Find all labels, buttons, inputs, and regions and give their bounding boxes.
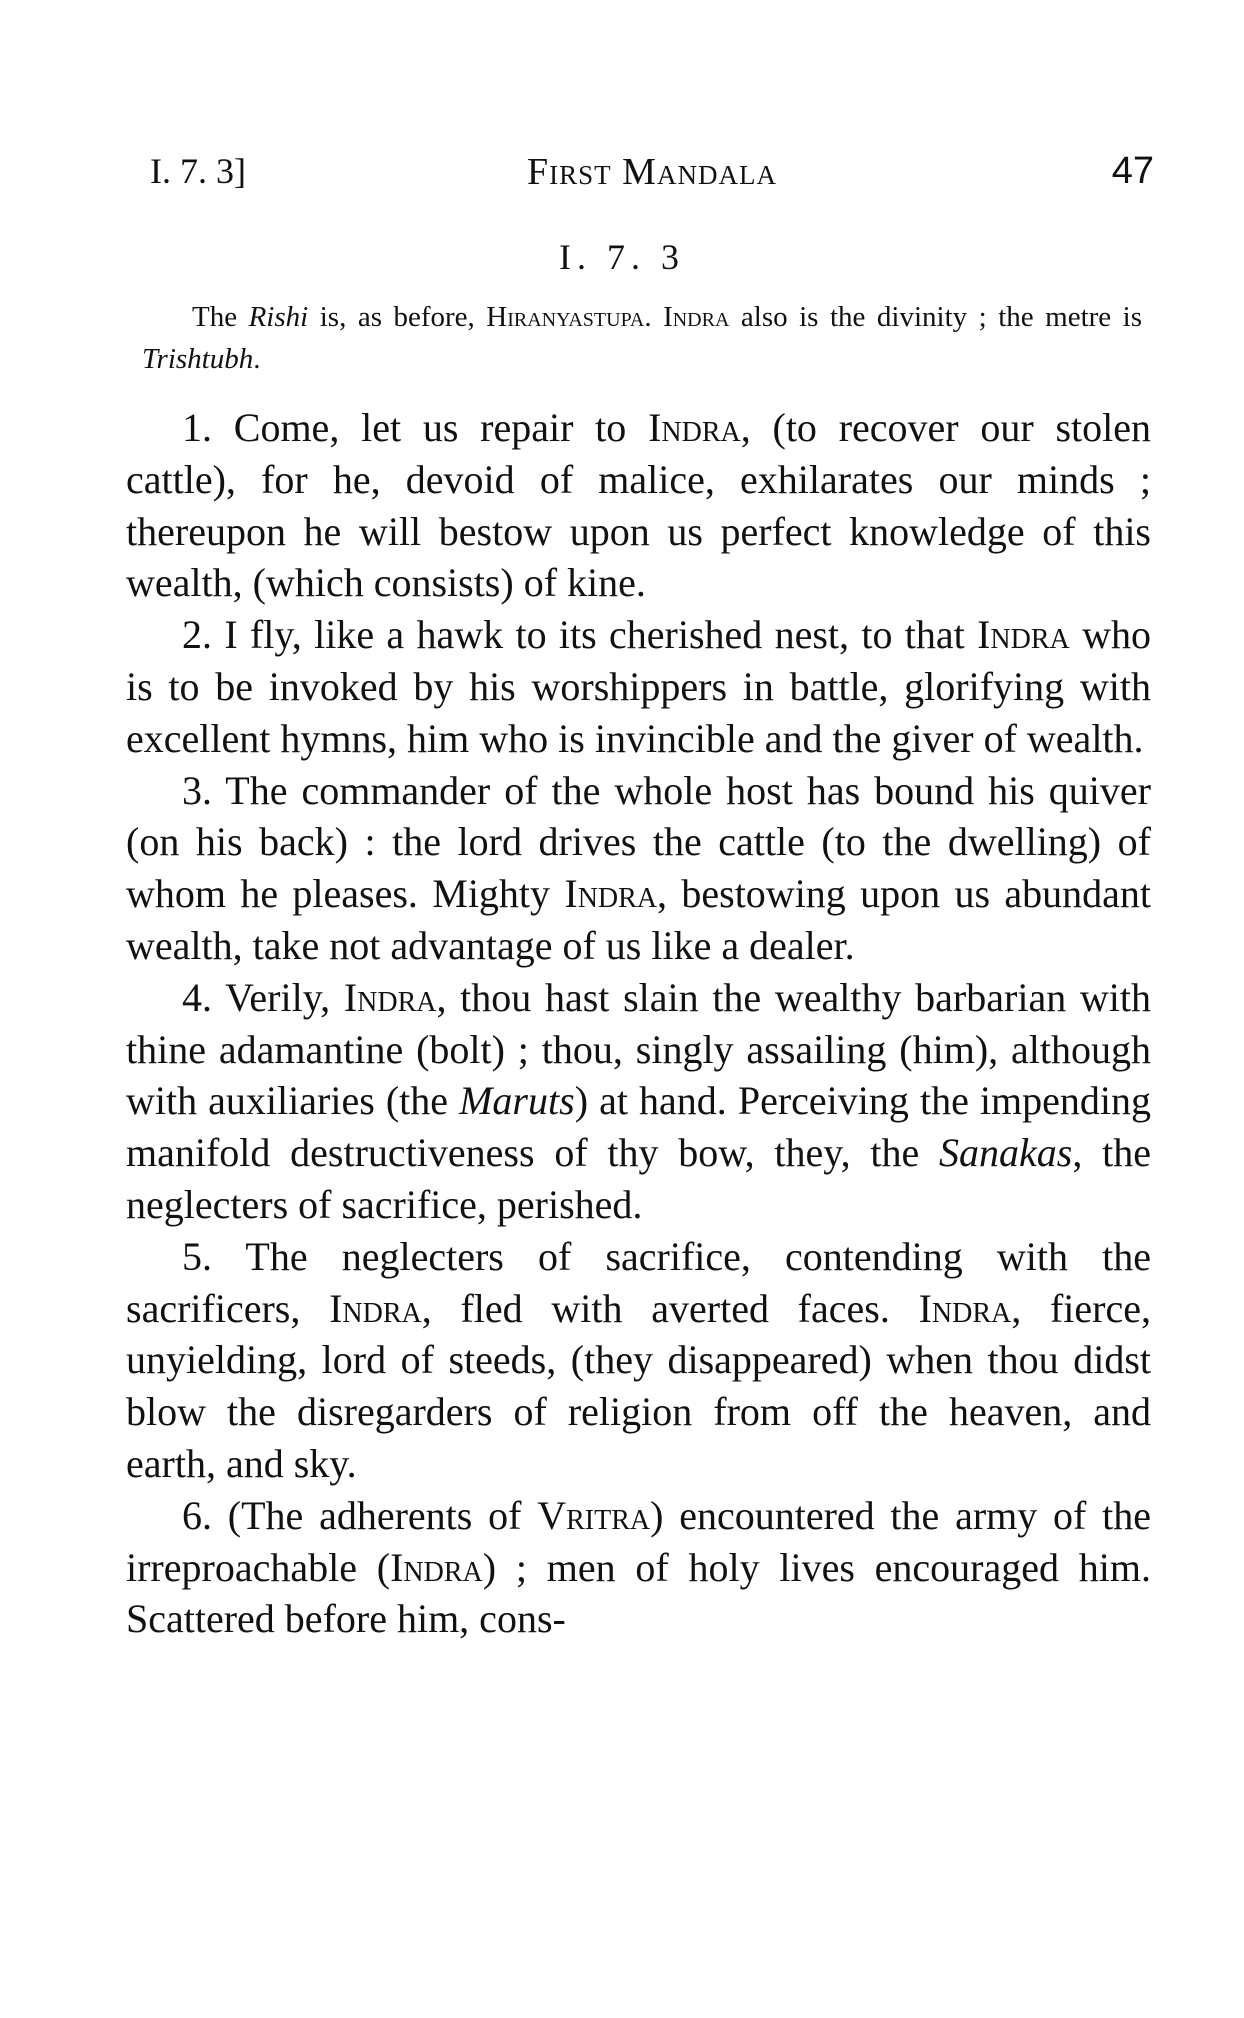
introduction-paragraph: The Rishi is, as before, Hiranyastupa. Indra also is the divinity ; the metre is Trishtubh.: [142, 301, 1142, 375]
running-head-reference: I. 7. 3]: [150, 151, 246, 191]
running-head-title: First Mandala: [527, 151, 777, 193]
verse-2: 2. I fly, like a hawk to its cherished nest, to that Indra who is to be invoked by his worshippers in battle, glorifying with excellent hymns, him who is invincible and the giver of wealth.: [126, 612, 1151, 761]
verse-5: 5. The neglecters of sacrifice, contending with the sacrificers, Indra, fled with averted faces. Indra, fierce, unyielding, lord of steeds, (they disappeared) when thou didst blow the disregarders of religion from off the heaven, and earth, and sky.: [126, 1233, 1151, 1486]
rishi-term: Rishi: [248, 301, 309, 333]
verse-text: [126, 402, 1151, 1645]
verse-6: 6. (The adherents of Vritra) encountered the army of the irreproachable (Indra) ; men of holy lives encouraged him. Scattered before him, cons-: [126, 1492, 1152, 1642]
rishi-name: Hiranyastupa: [486, 301, 645, 333]
hymn-introduction: [142, 296, 1142, 380]
divinity-name: Indra: [663, 301, 730, 333]
verse-1: 1. Come, let us repair to Indra, (to recover our stolen cattle), for he, devoid of malice, exhilarates our minds ; thereupon he will bestow upon us perfect knowledge of this wealth, (which consists) of kine.: [126, 405, 1151, 606]
page-number: 47: [1111, 150, 1154, 192]
section-number: I. 7. 3: [559, 237, 685, 277]
running-head: [150, 150, 1154, 200]
verse-4: 4. Verily, Indra, thou hast slain the wealthy barbarian with thine adamantine (bolt) ; thou, singly assailing (him), although with auxiliaries (the Maruts) at hand. Perceiving the impending manifold destructiveness of thy bow, they, the Sanakas, the neglecters of sacrifice, perished.: [126, 974, 1151, 1227]
metre-name: Trishtubh: [142, 343, 254, 375]
verse-3: 3. The commander of the whole host has bound his quiver (on his back) : the lord drives the cattle (to the dwelling) of whom he pleases. Mighty Indra, bestowing upon us abundant wealth, take not advantage of us like a dealer.: [126, 767, 1151, 968]
